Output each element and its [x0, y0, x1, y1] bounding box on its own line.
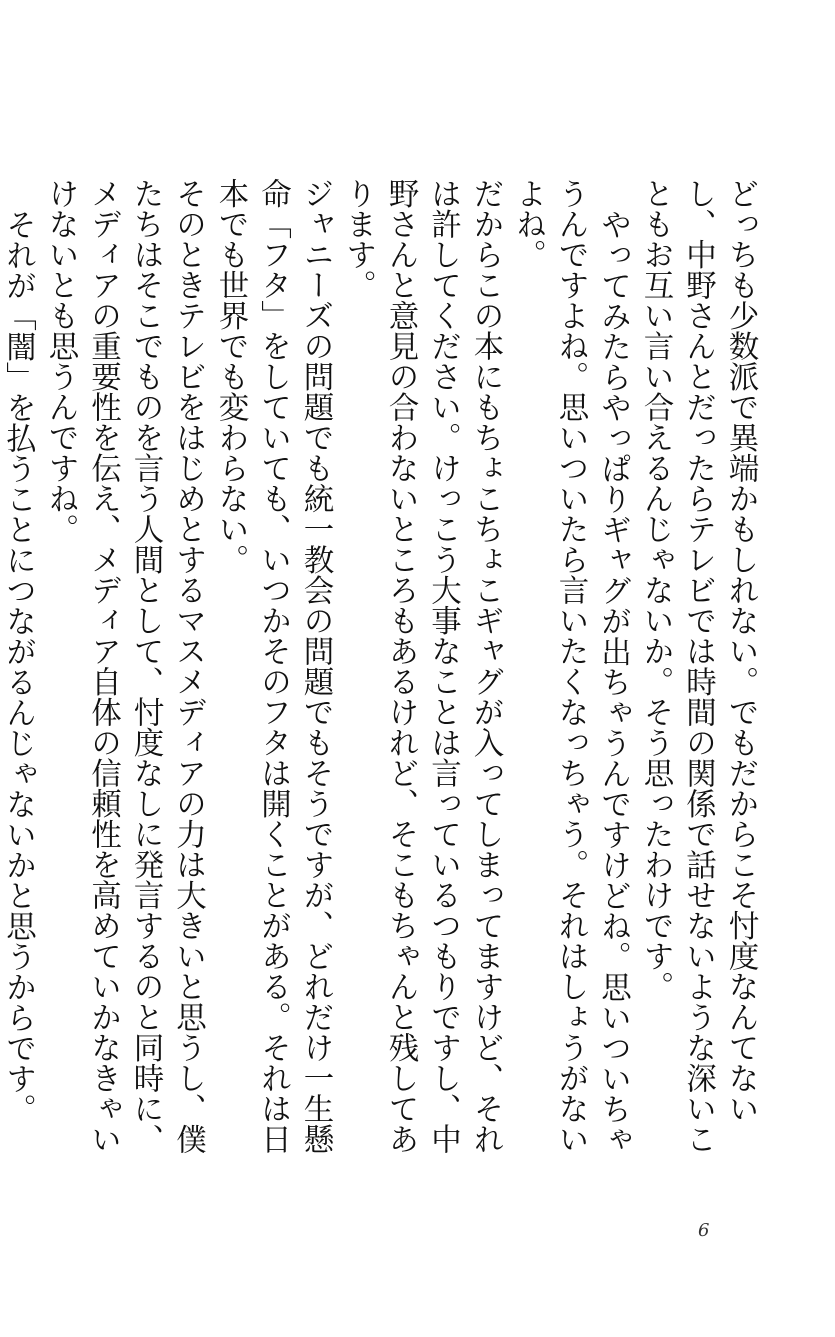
paragraph-3: だからこの本にもちょこちょこギャグが入ってしまってますけど、それは許してください。けっこう大事なことは言っているつもりですし、中野さんと意見の合わないところもあるけれど、そこもちゃんと残してあります。: [340, 178, 503, 1154]
page-number: 6: [698, 1220, 710, 1241]
paragraph-5: そのときテレビをはじめとするマスメディアの力は大きいと思うし、僕たちはそこでものを言う人間として、忖度なしに発言するのと同時に、メディアの重要性を伝え、メディア自体の信頼性を高めていかなきゃいけないとも思うんですね。: [43, 178, 206, 1154]
vertical-text-body: [0, 178, 761, 1183]
paragraph-1: どっちも少数派で異端かもしれない。でもだからこそ忖度なんてないし、中野さんとだったらテレビでは時間の関係で話せないような深いこともお互い言い合えるんじゃないか。そう思ったわけです。: [638, 178, 758, 1154]
paragraph-2: やってみたらやっぱりギャグが出ちゃうんですけどね。思いついちゃうんですよね。思いついたら言いたくなっちゃう。それはしょうがないよね。: [510, 178, 631, 1154]
paragraph-4: ジャニーズの問題でも統一教会の問題でもそうですが、どれだけ一生懸命「フタ」をしていても、いつかそのフタは開くことがある。それは日本でも世界でも変わらない。: [213, 178, 333, 1154]
paragraph-6: それが「闇」を払うことにつながるんじゃないかと思うからです。: [0, 208, 36, 1124]
